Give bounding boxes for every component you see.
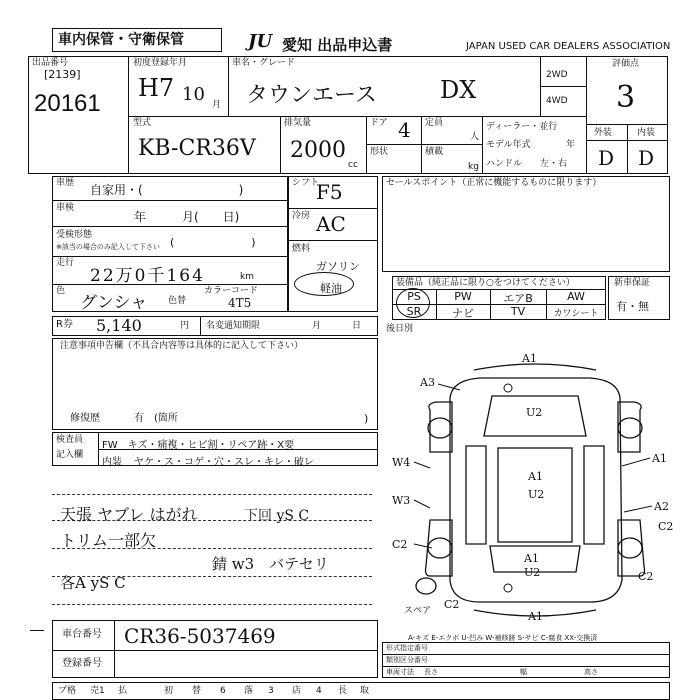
- bottom-cell-5: 6: [220, 686, 226, 696]
- note-line-1b: 下回 yS C: [244, 508, 310, 524]
- equipment-sr: SR: [406, 305, 422, 318]
- bottom-cell-4: 替: [192, 686, 202, 696]
- svg-text:W4: W4: [392, 456, 411, 469]
- registration-year: H7: [138, 74, 175, 102]
- equipment-ps-circle: [396, 288, 430, 318]
- equipment-pw: PW: [454, 290, 472, 303]
- rear-view-label: 後日別: [386, 324, 414, 334]
- color-change-label: 色替: [168, 296, 187, 306]
- color-value: グンシャ: [80, 293, 148, 313]
- registration-month: 10: [182, 84, 205, 105]
- score-value: 3: [616, 80, 636, 115]
- model-name: タウンエース: [246, 83, 377, 108]
- shape-label: 形状: [370, 147, 389, 157]
- spare-label: スペア: [404, 606, 432, 616]
- displacement-label: 排気量: [284, 118, 312, 128]
- recycle-value: 5,140: [96, 316, 142, 335]
- drive-2wd: 2WD: [546, 70, 568, 80]
- model-code-label: 型式: [133, 118, 152, 128]
- repair-value: 有 (箇所: [134, 413, 178, 424]
- svg-text:W3: W3: [392, 494, 411, 507]
- mileage-label: 走行: [56, 258, 75, 268]
- note-line-2: トリム一部欠: [60, 531, 157, 550]
- svg-text:U2: U2: [528, 488, 545, 501]
- repair-close-paren: ): [364, 412, 369, 425]
- dims-length: 長さ: [424, 668, 438, 676]
- ju-logo: JU: [248, 31, 273, 52]
- inspector-fw-row: FW キズ・痛複・ヒビ割・リペア跡・X要: [102, 440, 295, 451]
- notice-month: 月: [312, 321, 322, 331]
- bottom-cell-9: 4: [316, 686, 322, 696]
- bottom-cell-2: 払: [118, 686, 128, 696]
- svg-text:C2: C2: [444, 598, 460, 611]
- inspector-interior-label: 内装: [102, 457, 122, 468]
- svg-text:C2: C2: [658, 520, 674, 533]
- usage-value: 自家用・( ): [90, 183, 244, 197]
- note-line-3: 錆 w3 バテセリ: [212, 555, 329, 573]
- svg-text:C2: C2: [392, 538, 408, 551]
- inspection-value: 年 月( 日): [134, 210, 240, 224]
- note-line-4: 各A yS C: [60, 574, 126, 592]
- bottom-cell-7: 3: [268, 686, 274, 696]
- registration-label: 初度登録年月: [133, 58, 188, 68]
- plate-label: 登録番号: [62, 658, 102, 669]
- equipment-ps: PS: [407, 290, 421, 303]
- mileage-unit: km: [240, 272, 254, 282]
- equipment-navi: ナビ: [452, 307, 474, 320]
- aircon-value: AC: [316, 212, 346, 236]
- mileage-value: 22万0千164: [90, 266, 205, 286]
- dealer-label: ディーラー・並行: [486, 122, 558, 132]
- aircon-label: 冷房: [292, 211, 311, 221]
- doors-label: ドア: [370, 118, 388, 128]
- svg-text:U2: U2: [524, 566, 541, 579]
- load-label: 積載: [425, 147, 444, 157]
- shift-label: シフト: [292, 178, 320, 188]
- usage-label: 車歴: [56, 178, 75, 188]
- left-margin-dash: [30, 630, 44, 631]
- inspector-label2: 記入欄: [56, 450, 84, 460]
- bottom-cell-10: 長: [338, 686, 348, 696]
- registration-month-suffix: 月: [212, 100, 222, 110]
- association-name: JAPAN USED CAR DEALERS ASSOCIATION: [466, 41, 671, 52]
- notice-label: 名変通知期限: [206, 321, 261, 331]
- fuel-diesel: 軽油: [320, 282, 342, 295]
- receipt-label: 受検形態: [56, 230, 93, 240]
- new-car-warranty-value: 有・無: [616, 300, 649, 313]
- svg-text:C2: C2: [638, 570, 654, 583]
- svg-text:A1: A1: [652, 452, 667, 465]
- svg-text:A1: A1: [524, 552, 539, 565]
- form-title: 愛知 出品申込書: [282, 36, 393, 54]
- equipment-aw: AW: [567, 290, 585, 303]
- selling-points-label: セールスポイント（正常に機能するものに限ります）: [386, 178, 602, 188]
- handle-label: ハンドル: [486, 159, 523, 169]
- score-exterior: D: [598, 146, 615, 170]
- svg-text:A1: A1: [522, 352, 537, 365]
- recycle-unit: 円: [180, 321, 190, 331]
- color-code-label: カラーコード: [204, 286, 259, 296]
- storage-title: 車内保管・守衛保管: [58, 32, 184, 48]
- svg-text:A1: A1: [528, 470, 543, 483]
- inspector-label: 検査員: [56, 435, 84, 445]
- notice-day: 日: [352, 321, 362, 331]
- score-label: 評価点: [612, 59, 640, 69]
- score-interior: D: [638, 146, 655, 170]
- inspector-interior-row: ヤケ・ス・コゲ・穴・スレ・キレ・破レ: [134, 457, 314, 468]
- equipment-tv: TV: [510, 305, 526, 318]
- equipment-label: 装備品（純正品に限り○をつけてください）: [396, 278, 575, 288]
- displacement-unit: cc: [348, 160, 358, 170]
- fuel-label: 燃料: [292, 244, 311, 254]
- car-diagram: [390, 340, 690, 620]
- svg-text:A3: A3: [420, 376, 435, 389]
- fuel-gasoline: ガソリン: [316, 260, 360, 273]
- shift-value: F5: [316, 180, 343, 204]
- vin-value: CR36-5037469: [124, 624, 276, 648]
- bottom-cell-3: 初: [164, 686, 174, 696]
- top-grid: [28, 56, 668, 174]
- score-exterior-label: 外装: [594, 128, 613, 138]
- bottom-cell-6: 落: [244, 686, 254, 696]
- damage-legend: A-キズ E-エクボ U-凹み W-補修跡 S-サビ C-腐食 XX-交換済: [408, 634, 598, 642]
- lot-sub-number: [2139]: [44, 68, 81, 81]
- capacity-unit: 人: [470, 132, 480, 142]
- drive-4wd: 4WD: [546, 96, 568, 106]
- recycle-label: R券: [56, 319, 73, 330]
- notes-label: 注意事項申告欄（不具合内容等は具体的に記入して下さい）: [60, 341, 304, 351]
- bottom-cell-11: 取: [360, 686, 370, 696]
- model-code: KB-CR36V: [138, 136, 256, 161]
- dims-height: 高さ: [584, 668, 598, 676]
- load-unit: kg: [468, 162, 479, 172]
- bottom-row-label: プ格: [58, 686, 77, 696]
- inspection-label: 車検: [56, 203, 75, 213]
- equipment-seat: カワシート: [553, 309, 599, 319]
- dims-width: 幅: [520, 668, 527, 676]
- svg-text:U2: U2: [526, 406, 543, 419]
- model-name-label: 車名・グレード: [232, 58, 296, 68]
- lot-number: 20161: [34, 90, 101, 117]
- lot-label: 出品番号: [32, 58, 69, 68]
- new-car-warranty-label: 新車保証: [614, 278, 651, 288]
- repair-label: 修復歴: [70, 413, 100, 424]
- svg-text:A2: A2: [654, 500, 669, 513]
- bottom-cell-8: 店: [292, 686, 302, 696]
- receipt-paren: ( ): [170, 236, 256, 249]
- selling-points-box: [382, 176, 670, 272]
- color-label: 色: [56, 286, 66, 296]
- dims-label: 車両寸法: [386, 668, 414, 676]
- bottom-cell-1: 売1: [90, 686, 105, 696]
- capacity-label: 定員: [425, 118, 444, 128]
- model-year-label: モデル年式: [486, 140, 531, 150]
- model-grade: DX: [440, 76, 477, 104]
- certified-label: 形式指定番号: [386, 644, 428, 652]
- handle-lr: 左・右: [540, 159, 568, 169]
- doors: 4: [398, 118, 411, 142]
- color-code: 4T5: [228, 296, 252, 310]
- displacement: 2000: [290, 138, 346, 163]
- svg-text:A1: A1: [528, 610, 543, 620]
- note-line-1: 天張 ヤブレ はがれ: [60, 505, 198, 524]
- model-year-unit: 年: [566, 140, 576, 150]
- equipment-airbag: エアB: [503, 292, 533, 305]
- receipt-note: ※該当の場合のみ記入して下さい: [56, 243, 160, 251]
- class-label: 類別区分番号: [386, 656, 428, 664]
- fuel-circle-mark: [294, 272, 354, 296]
- score-interior-label: 内装: [637, 128, 656, 138]
- notes-box: [52, 338, 378, 430]
- vin-label: 車台番号: [62, 629, 102, 640]
